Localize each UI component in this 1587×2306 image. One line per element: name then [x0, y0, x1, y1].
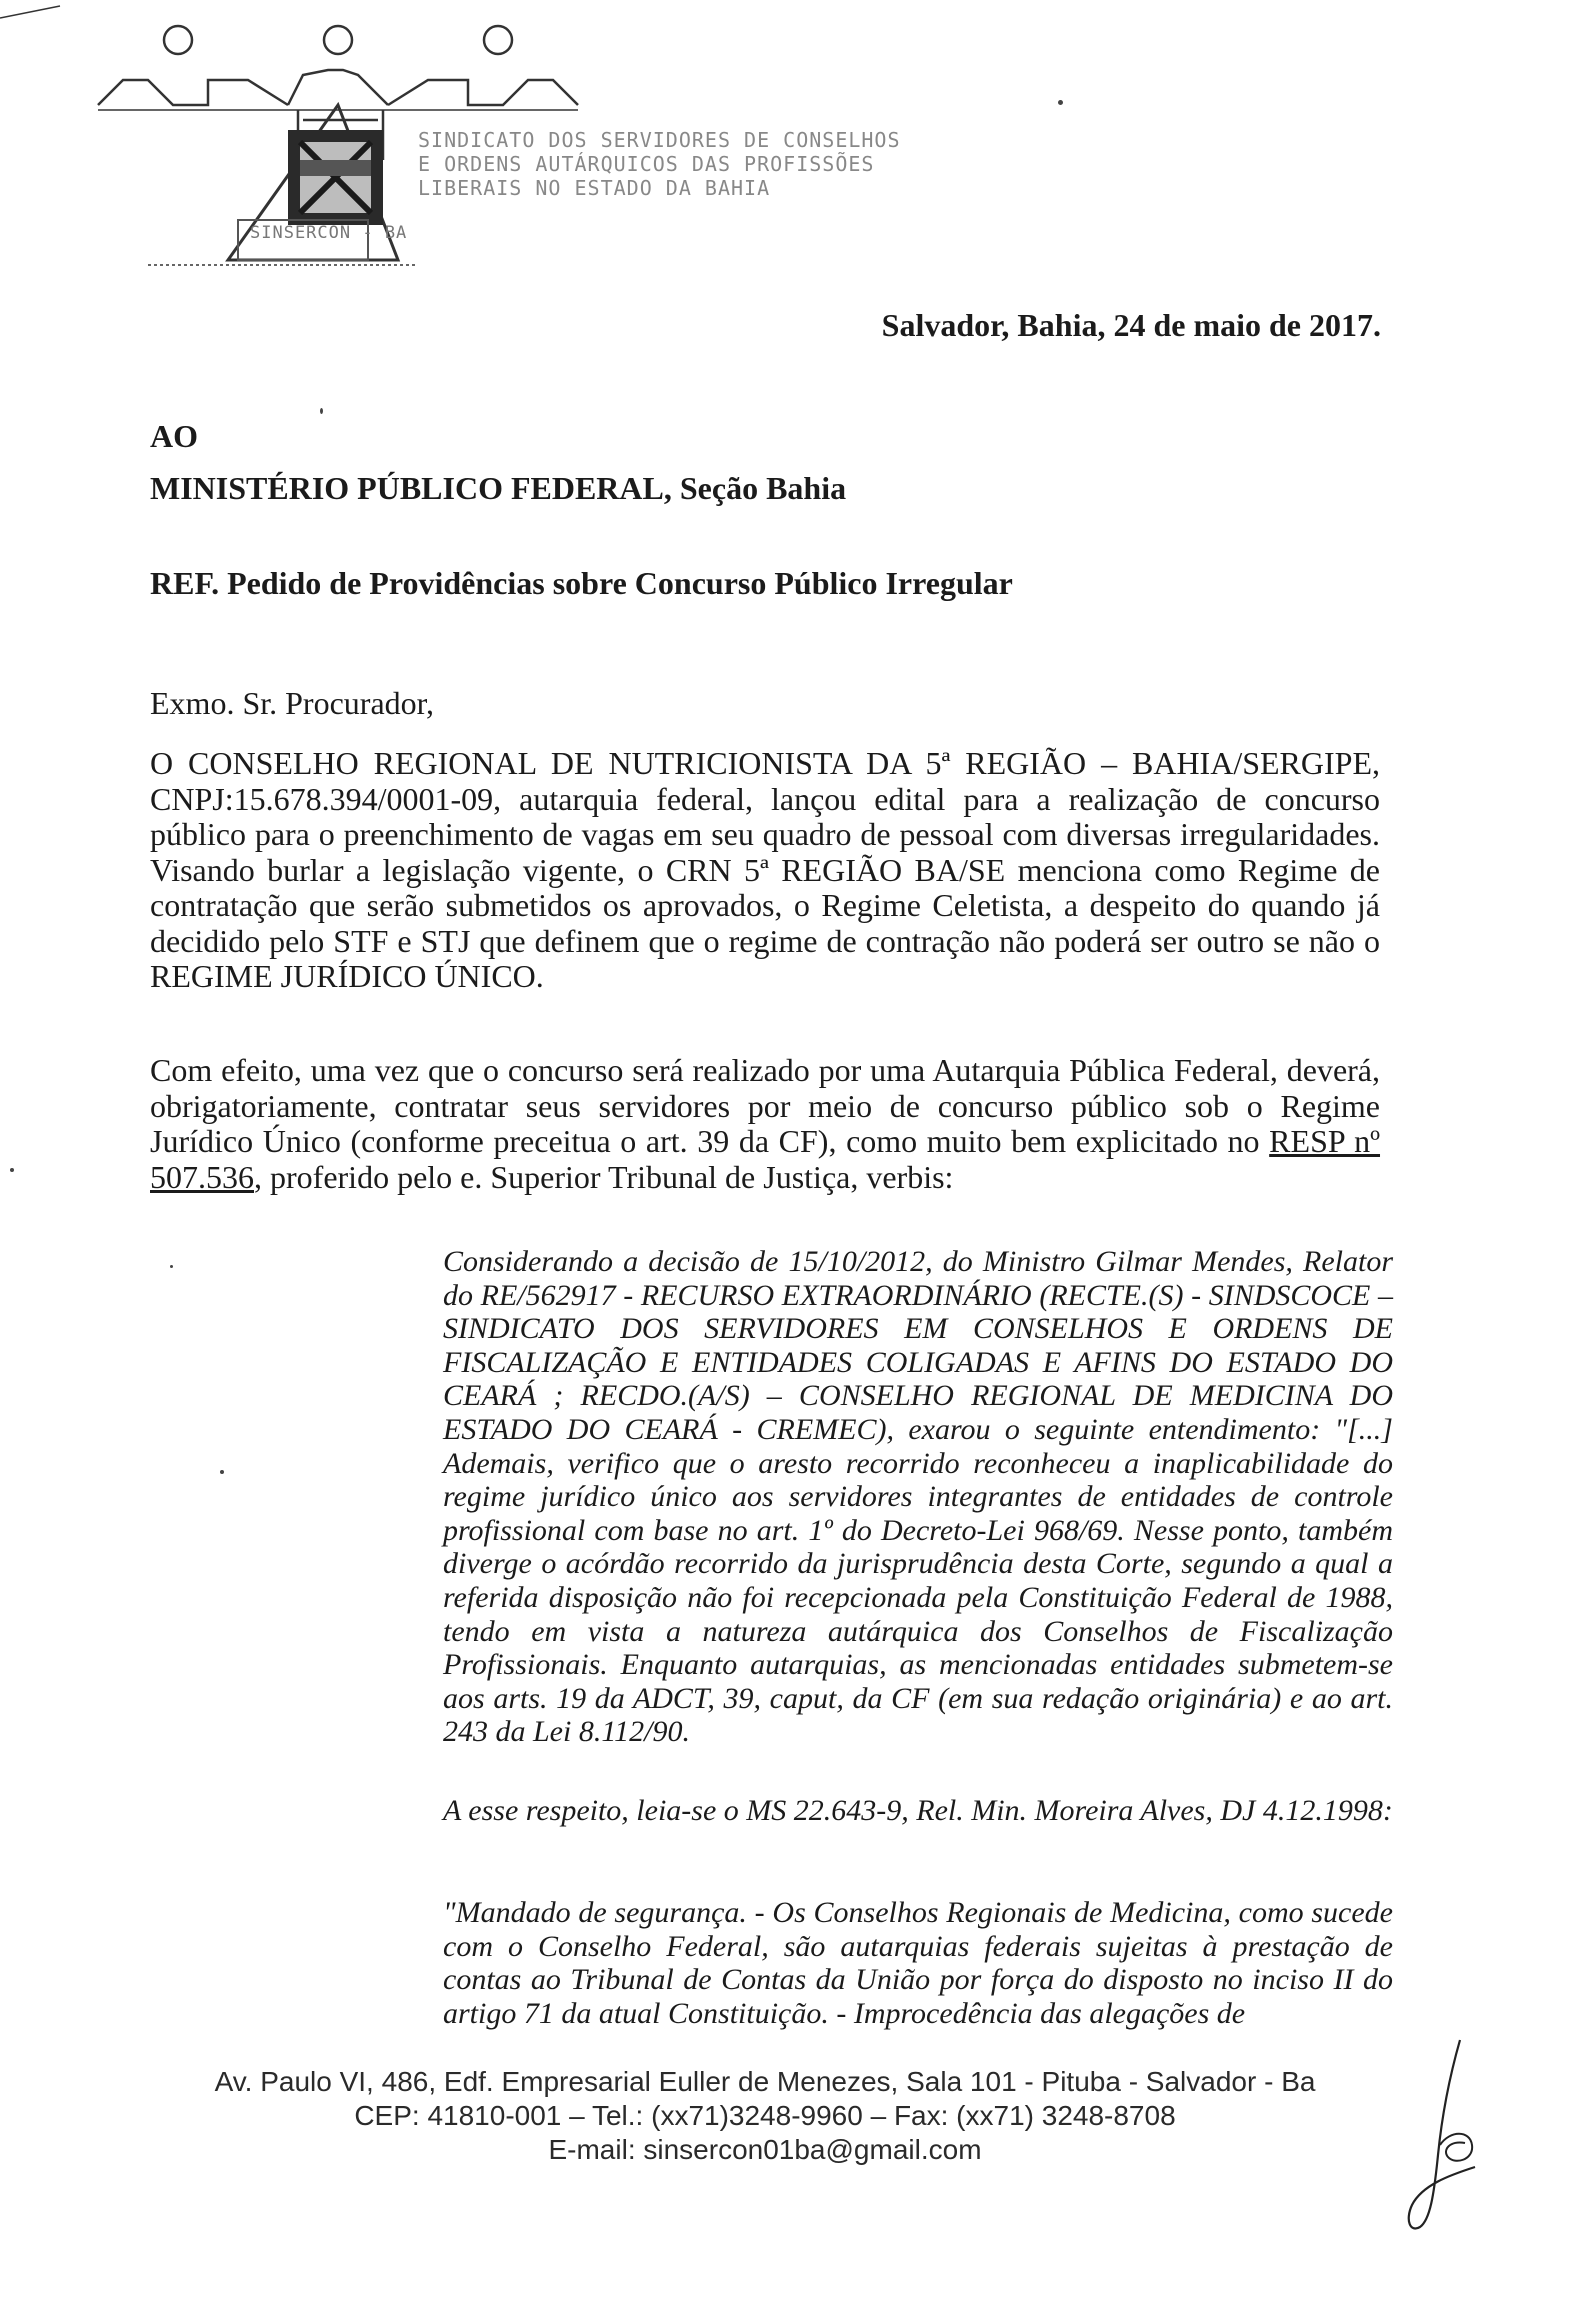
citation-quote-3: "Mandado de segurança. - Os Conselhos Regionais de Medicina, como sucede com o Conselho Federal, são autarquias federais sujeitas à prestação de contas ao Tribunal de Contas da União por força do disposto no inciso II do artigo 71 da atual Constituição. - Improcedência das alegações de: [443, 1896, 1393, 2030]
citation-quote-1: Considerando a decisão de 15/10/2012, do Ministro Gilmar Mendes, Relator do RE/562917 - RECURSO EXTRAORDINÁRIO (RECTE.(S) - SINDSCOCE – SINDICATO DOS SERVIDORES EM CONSELHOS E ORDENS DE FISCALIZAÇÃO E ENTIDADES COLIGADAS E AFINS DO ESTADO DO CEARÁ ; RECDO.(A/S) – CONSELHO REGIONAL DE MEDICINA DO ESTADO DO CEARÁ - CREMEC), exarou o seguinte entendimento: "[...] Ademais, verifico que o aresto recorrido reconheceu a inaplicabilidade do regime jurídico único aos servidores integrantes de entidades de controle profissional com base no art. 1º do Decreto-Lei 968/69. Nesse ponto, também diverge o acórdão recorrido da jurisprudência desta Corte, segundo a qual a referida disposição não foi recepcionada pela Constituição Federal de 1988, tendo em vista a natureza autárquica dos Conselhos de Fiscalização Profissionais. Enquanto autarquias, as mencionadas entidades submetem-se aos arts. 19 da ADCT, 39, caput, da CF (em sua redação originária) e ao art. 243 da Lei 8.112/90.: [443, 1245, 1393, 1749]
addressee-line-1: AO: [150, 418, 198, 454]
case-reference-link: RESP nº 507.536: [150, 1123, 1381, 1195]
handwritten-initial: [1390, 2035, 1500, 2235]
paragraph-2-tail: , proferido pelo e. Superior Tribunal de Justiça, verbis:: [254, 1158, 954, 1195]
paragraph-1: O CONSELHO REGIONAL DE NUTRICIONISTA DA 5ª REGIÃO – BAHIA/SERGIPE, CNPJ:15.678.394/0001-09, autarquia federal, lançou edital para a realização de concurso público para o preenchimento de vagas em seu quadro de pessoal com diversas irregularidades. Visando burlar a legislação vigente, o CRN 5ª REGIÃO BA/SE menciona como Regime de contratação que serão submetidos os aprovados, o Regime Celetista, a despeito do quando já decidido pelo STF e STJ que definem que o regime de contração não poderá ser outro se não o REGIME JURÍDICO ÚNICO.: [150, 745, 1380, 994]
scan-corner-mark: [0, 0, 100, 40]
letterhead-text: [418, 128, 1018, 200]
reference-line: REF. Pedido de Providências sobre Concurso Público Irregular: [150, 565, 1013, 601]
addressee-block: [150, 410, 846, 514]
footer-email: E-mail: sinsercon01ba@gmail.com: [548, 2134, 982, 2165]
paragraph-2: [150, 1053, 1380, 1195]
addressee-line-2: MINISTÉRIO PÚBLICO FEDERAL, Seção Bahia: [150, 470, 847, 506]
scan-speck: [320, 408, 323, 414]
citation-quote-2: A esse respeito, leia-se o MS 22.643-9, Rel. Min. Moreira Alves, DJ 4.12.1998:: [443, 1794, 1393, 1827]
dateline: Salvador, Bahia, 24 de maio de 2017.: [881, 307, 1381, 343]
letterhead-line-1: SINDICATO DOS SERVIDORES DE CONSELHOS: [418, 128, 901, 152]
letterhead-abbrev: SINSERCON - BA: [250, 223, 408, 243]
scan-speck: [10, 1168, 14, 1172]
scan-speck: [170, 1265, 173, 1268]
scan-speck: [220, 1470, 224, 1474]
letterhead-line-2: E ORDENS AUTÁRQUICOS DAS PROFISSÕES: [418, 152, 875, 176]
scan-speck: [1058, 100, 1063, 105]
letterhead-line-3: LIBERAIS NO ESTADO DA BAHIA: [418, 176, 771, 200]
greeting: Exmo. Sr. Procurador,: [150, 685, 435, 721]
footer-contact: CEP: 41810-001 – Tel.: (xx71)3248-9960 – Fax: (xx71) 3248-8708: [354, 2100, 1176, 2131]
footer-address: Av. Paulo VI, 486, Edf. Empresarial Euller de Menezes, Sala 101 - Pituba - Salvador - Ba: [214, 2066, 1316, 2097]
paragraph-2-text: Com efeito, uma vez que o concurso será realizado por uma Autarquia Pública Federal, deverá, obrigatoriamente, contratar seus servidores por meio de concurso público sob o Regime Jurídico Único (conforme preceitua o art. 39 da CF), como muito bem explicitado no: [150, 1052, 1380, 1159]
